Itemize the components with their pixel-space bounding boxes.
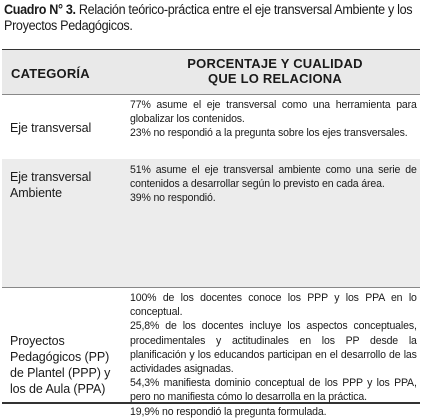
- table-header: [2, 50, 420, 95]
- description-paragraph: 77% asume el eje transversal como una herramienta para globalizar los contenidos.: [130, 99, 417, 126]
- description-paragraph: 100% de los docentes conoce los PPP y los PPA en lo conceptual.: [130, 292, 417, 319]
- row-description: [130, 98, 417, 141]
- caption-label: Cuadro N° 3.: [4, 2, 76, 17]
- category-line: Ambiente: [10, 186, 63, 200]
- description-paragraph: 25,8% de los docentes incluye los aspectos conceptuales, procedimentales y actitudinales en los PP desde la planificación y los educandos participan en el desarrollo de las actividades asignadas.: [130, 320, 417, 376]
- header-category: CATEGORÍA: [11, 66, 90, 81]
- category-line: Proyectos: [10, 334, 65, 348]
- row-category: [10, 120, 91, 136]
- description-paragraph: 39% no respondió.: [130, 192, 216, 205]
- table-caption: [4, 2, 420, 34]
- row-description: [130, 163, 417, 206]
- category-line: Pedagógicos (PP): [10, 350, 110, 364]
- category-line: Eje transversal: [10, 121, 92, 135]
- description-paragraph: 19,9% no respondió la pregunta formulada.: [130, 405, 327, 418]
- table-row: [2, 94, 420, 160]
- description-paragraph: 51% asume el eje transversal ambiente como una serie de contenidos a desarrollar según lo previsto en cada área.: [130, 164, 417, 191]
- table-row: [2, 159, 420, 288]
- table-row: [2, 287, 420, 418]
- category-line: Eje transversal: [10, 170, 92, 184]
- description-paragraph: 23% no respondió a la pregunta sobre los ejes transversales.: [130, 127, 408, 140]
- description-paragraph: 54,3% manifiesta dominio conceptual de los PPP y los PPA, pero no manifiesta cómo lo desarrolla en la práctica.: [130, 377, 417, 404]
- category-line: los de Aula (PPA): [10, 382, 106, 396]
- data-table: [2, 49, 420, 418]
- caption-text: Relación teórico-práctica entre el eje transversal Ambiente y los Proyectos Pedagógicos.: [4, 2, 413, 33]
- header-percentage: [134, 56, 416, 86]
- category-line: de Plantel (PPP) y: [10, 366, 111, 380]
- header-percentage-line2: QUE LO RELACIONA: [208, 71, 342, 86]
- row-category: [10, 169, 91, 201]
- row-category: [10, 333, 110, 397]
- row-description: [130, 291, 417, 419]
- header-percentage-line1: PORCENTAJE Y CUALIDAD: [187, 56, 363, 71]
